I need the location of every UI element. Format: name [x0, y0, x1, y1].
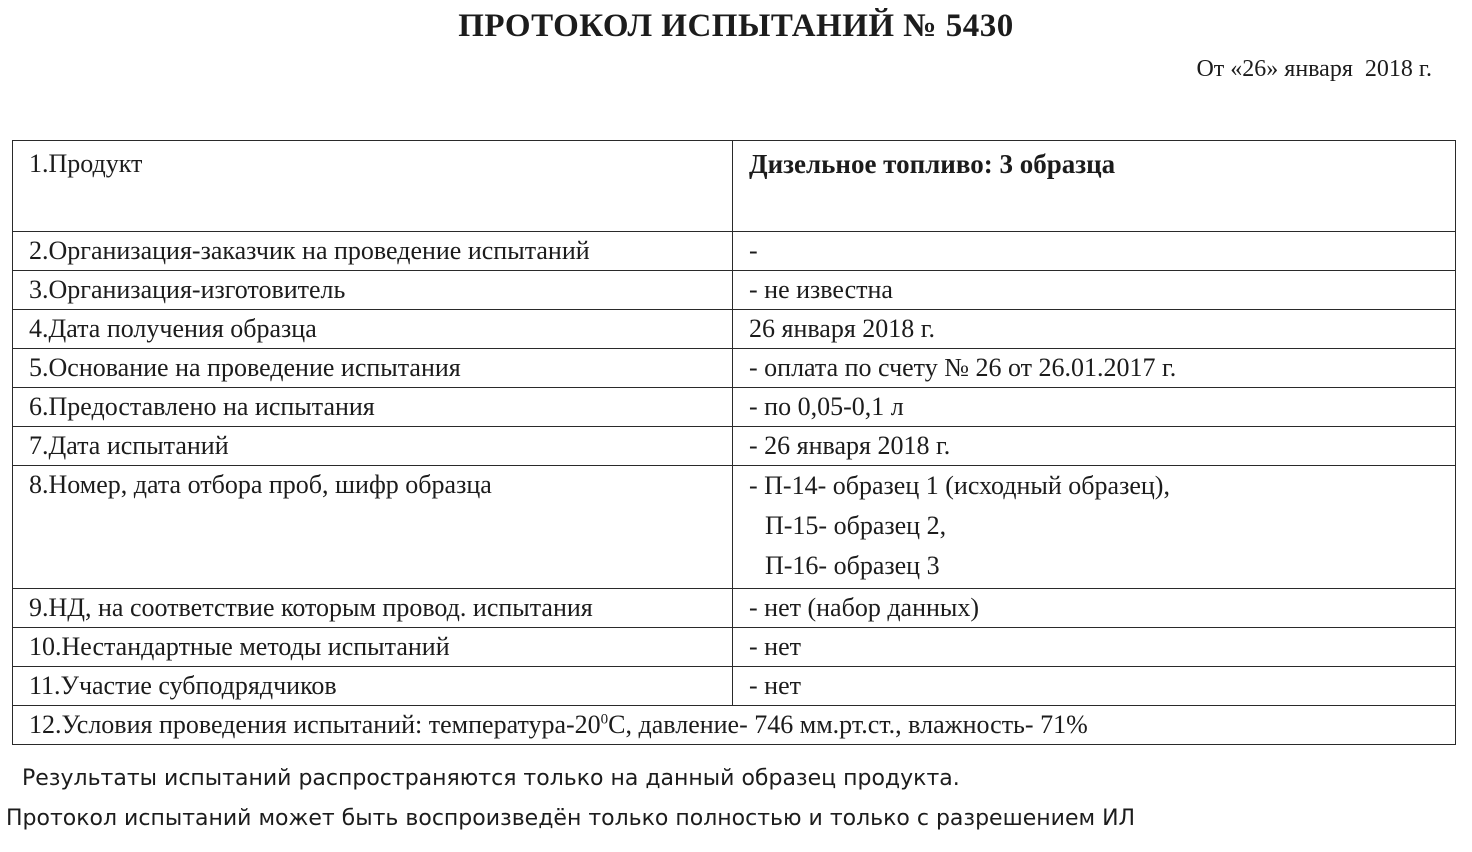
table-row-test-date: [13, 427, 1455, 466]
row-label: 6.Предоставлено на испытания: [13, 388, 733, 426]
document-title: ПРОТОКОЛ ИСПЫТАНИЙ № 5430: [458, 8, 1014, 44]
row-label: 11.Участие субподрядчиков: [13, 667, 733, 705]
table-row-product: [13, 141, 1455, 232]
table-row-nonstandard-methods: [13, 628, 1455, 667]
row-value: - нет: [749, 671, 801, 700]
protocol-table: [12, 140, 1456, 745]
sample-code-line: П-16- образец 3: [765, 551, 940, 580]
conditions-prefix: 12.Условия проведения испытаний: температура-20: [29, 710, 601, 739]
table-row-manufacturer: [13, 271, 1455, 310]
table-row-receipt-date: [13, 310, 1455, 349]
row-value: - по 0,05-0,1 л: [749, 392, 904, 421]
row-value: - оплата по счету № 26 от 26.01.2017 г.: [749, 353, 1177, 382]
row-value: 26 января 2018 г.: [749, 314, 936, 343]
document-date: От «26» января 2018 г.: [1196, 56, 1432, 82]
row-label: 1.Продукт: [13, 141, 733, 231]
row-label: 7.Дата испытаний: [13, 427, 733, 465]
degree-superscript: 0: [600, 711, 609, 728]
row-value: [733, 466, 1455, 588]
row-label: 3.Организация-изготовитель: [13, 271, 733, 309]
table-row-normative-docs: [13, 589, 1455, 628]
row-value: Дизельное топливо: 3 образца: [749, 149, 1116, 179]
row-value: - нет (набор данных): [749, 593, 980, 622]
table-row-customer: [13, 232, 1455, 271]
row-label: 9.НД, на соответствие которым провод. испытания: [13, 589, 733, 627]
row-label: 2.Организация-заказчик на проведение испытаний: [13, 232, 733, 270]
sample-code-line: - П-14- образец 1 (исходный образец),: [749, 471, 1170, 500]
row-value: -: [749, 236, 758, 265]
row-value: - 26 января 2018 г.: [749, 431, 951, 460]
row-label: 8.Номер, дата отбора проб, шифр образца: [13, 466, 733, 588]
table-row-subcontractors: [13, 667, 1455, 706]
table-row-conditions: [13, 706, 1455, 745]
row-value: - не известна: [749, 275, 893, 304]
row-label: 5.Основание на проведение испытания: [13, 349, 733, 387]
conditions-text: [13, 706, 1455, 744]
footer-note-results: Результаты испытаний распространяются только на данный образец продукта.: [22, 766, 960, 791]
row-label: 10.Нестандартные методы испытаний: [13, 628, 733, 666]
row-value: - нет: [749, 632, 801, 661]
sample-code-line: П-15- образец 2,: [765, 511, 947, 540]
table-row-provided: [13, 388, 1455, 427]
row-label: 4.Дата получения образца: [13, 310, 733, 348]
table-row-basis: [13, 349, 1455, 388]
conditions-suffix: С, давление- 746 мм.рт.ст., влажность- 71%: [608, 710, 1088, 739]
footer-note-reproduction: Протокол испытаний может быть воспроизведён только полностью и только с разрешением ИЛ: [6, 806, 1136, 831]
table-row-sample-codes: [13, 466, 1455, 589]
